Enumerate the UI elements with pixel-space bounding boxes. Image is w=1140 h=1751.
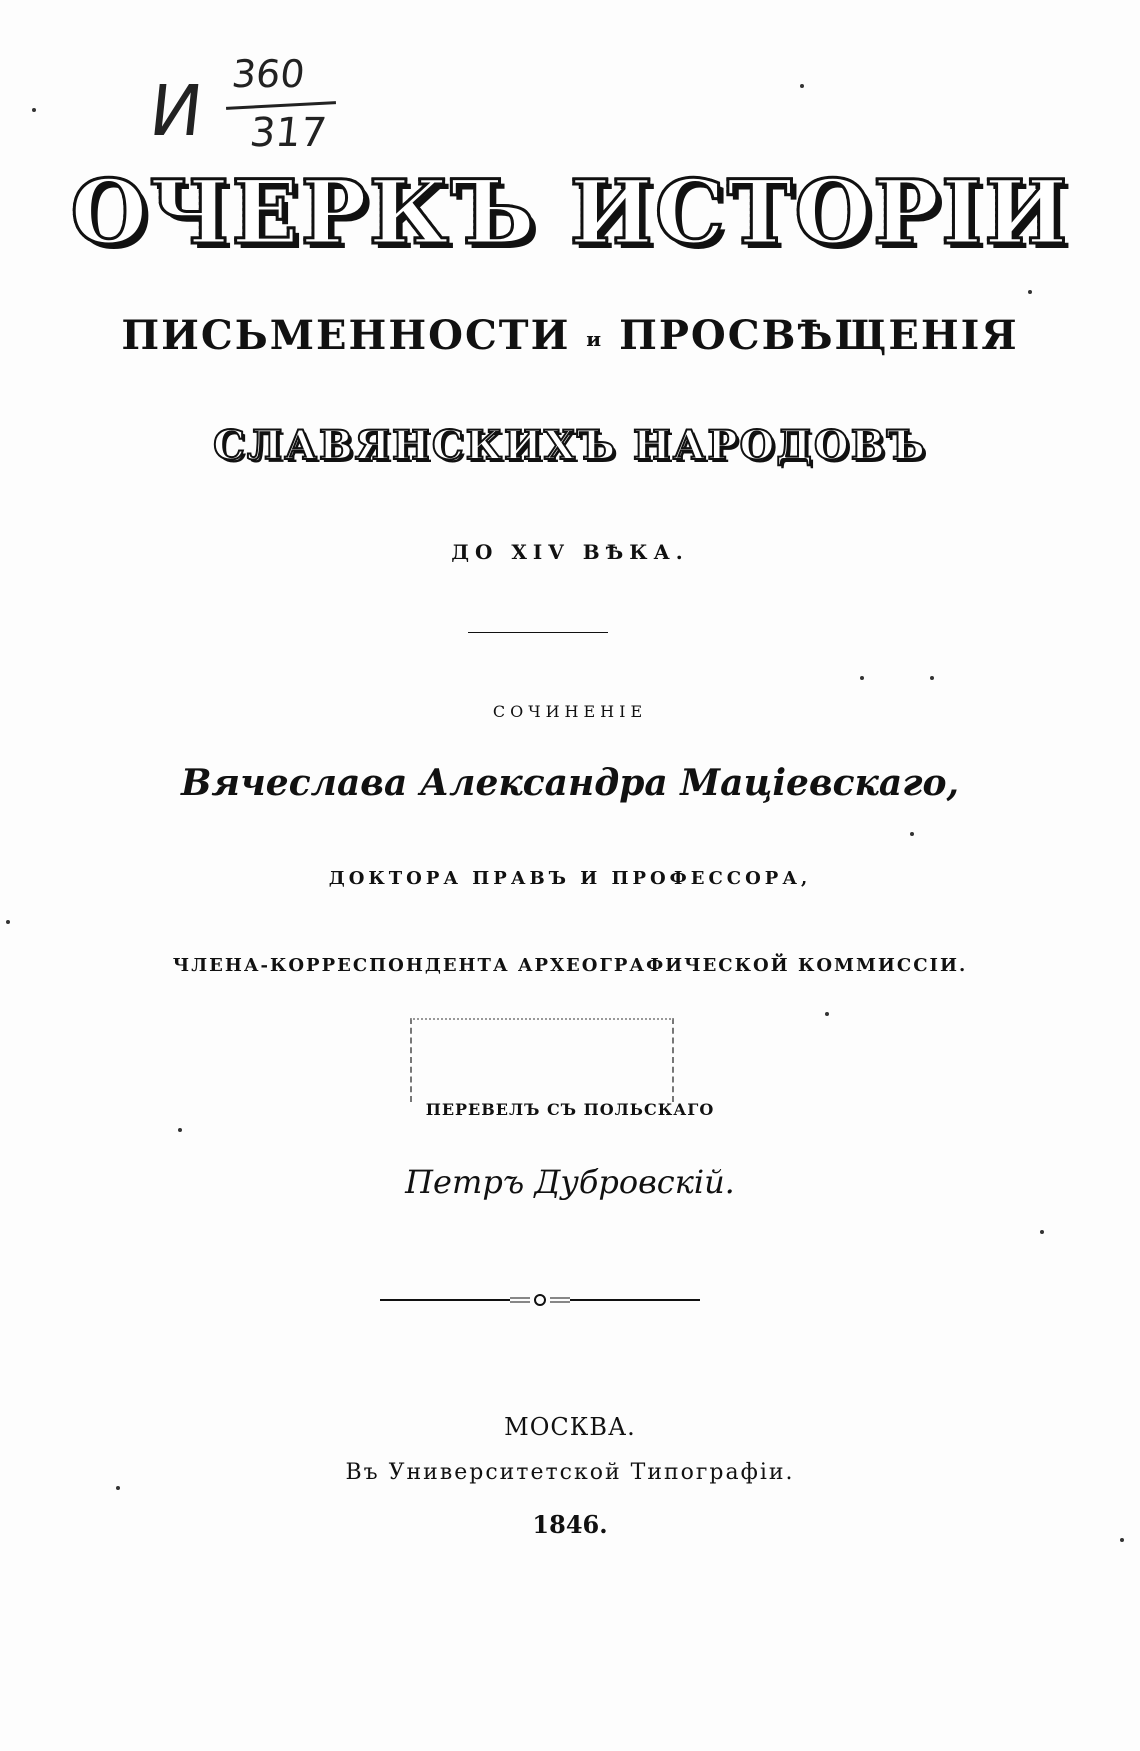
handwritten-number-bottom: 317 xyxy=(247,110,329,156)
speck xyxy=(6,920,10,924)
imprint-city: МОСКВА. xyxy=(504,1413,636,1441)
author-title: ДОКТОРА ПРАВЪ И ПРОФЕССОРА, xyxy=(328,868,812,889)
title-line-1: ОЧЕРКЪ ИСТОРІИ xyxy=(0,160,1140,264)
author-membership: ЧЛЕНА-КОРРЕСПОНДЕНТА АРХЕОГРАФИЧЕСКОЙ КОММИССІИ. xyxy=(172,955,968,976)
title-line-2-part-b: ПРОСВѢЩЕНІЯ xyxy=(619,312,1019,359)
speck xyxy=(910,832,914,836)
title-line-4: ДО XIV ВѢКА. xyxy=(451,540,689,564)
imprint-press: Въ Университетской Типографіи. xyxy=(345,1460,795,1485)
handwritten-letter: И xyxy=(145,70,207,152)
speck xyxy=(1028,290,1032,294)
handwritten-number-top: 360 xyxy=(229,52,307,96)
speck xyxy=(930,676,934,680)
imprint-year: 1846. xyxy=(532,1510,608,1539)
translation-note: ПЕРЕВЕЛЪ СЪ ПОЛЬСКАГО xyxy=(425,1100,715,1119)
translator-name: Петръ Дубровскій. xyxy=(405,1163,735,1201)
work-label: СОЧИНЕНІЕ xyxy=(492,702,648,721)
handwritten-fraction-line xyxy=(226,101,336,110)
speck xyxy=(860,676,864,680)
speck xyxy=(116,1486,120,1490)
author-name: Вячеслава Александра Маціевскаго, xyxy=(180,762,960,804)
title-line-2-part-a: ПИСЬМЕННОСТИ xyxy=(121,312,571,359)
speck xyxy=(800,84,804,88)
title-line-2-conjunction: и xyxy=(586,327,604,351)
short-rule xyxy=(468,632,608,633)
speck xyxy=(1120,1538,1124,1542)
ornamental-divider xyxy=(380,1290,700,1310)
library-stamp xyxy=(410,1018,674,1102)
title-line-2 xyxy=(0,312,1140,359)
speck xyxy=(178,1128,182,1132)
speck xyxy=(825,1012,829,1016)
speck xyxy=(1040,1230,1044,1234)
speck xyxy=(32,108,36,112)
title-line-3: СЛАВЯНСКИХЪ НАРОДОВЪ xyxy=(213,422,927,469)
